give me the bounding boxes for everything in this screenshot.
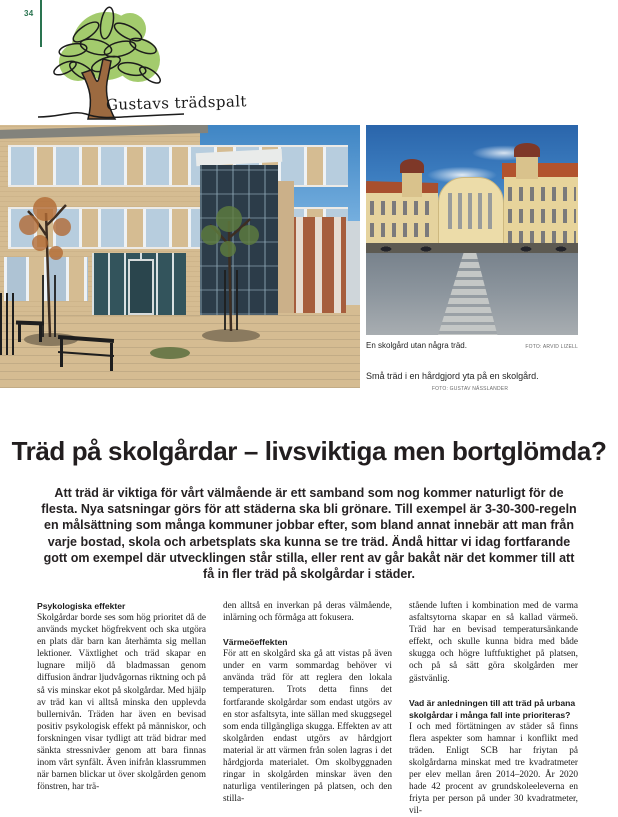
left-photo-caption: Små träd i en hårdgjord yta på en skolgård. xyxy=(366,371,539,381)
right-photo-caption-row xyxy=(366,341,578,350)
bench-leg xyxy=(39,324,42,342)
body-columns xyxy=(37,600,578,817)
body-text: Skolgårdar borde ses som hög prioritet då de används mycket högfrekvent och ska utgöra en plats där barn kan återhämta sig mellan lektioner. Växtlighet och träd skapar en lugnare miljö då bladmassan genom diffusion ändrar ljudvågornas riktning och på så vis minskar ekot på skolgårdar. Med hjälp av träd kan vi alltså minska den upplevda bullernivån. Träden har även en bevisad positiv psykologisk effekt på människor, och forskningen visar tydligt att träd bidrar med sänkta stressnivåer genom att bara finnas inom vårt synfält. Även inifrån klassrummen när barnen blickar ut över skolgården genom fönstren, har trä- xyxy=(37,613,206,793)
window-row xyxy=(370,201,434,215)
window-row xyxy=(370,223,434,237)
right-photo-credit: FOTO: ARVID LIZELL xyxy=(525,344,578,350)
tower xyxy=(402,169,422,197)
schoolyard-photo xyxy=(366,125,578,335)
arched-windows xyxy=(448,193,494,229)
window-row xyxy=(508,187,576,201)
headline: Träd på skolgårdar – livsviktiga men bortglömda? xyxy=(11,436,607,466)
page-number: 34 xyxy=(24,9,34,18)
railing-leg xyxy=(110,343,113,371)
bench-leg xyxy=(18,324,21,342)
body-column-2 xyxy=(223,600,392,817)
building-base-cars xyxy=(366,243,578,253)
window-row xyxy=(508,209,576,223)
column-title: Gustavs trädspalt xyxy=(105,92,248,114)
subheading-why-not-prioritised: Vad är anledningen till att träd på urbana skolgårdar i många fall inte prioriteras? xyxy=(409,697,576,720)
subheading-heat-island: Värmeöeffekten xyxy=(223,637,288,648)
body-text: För att en skolgård ska gå att vistas på även under en varm sommardag behöver vi använda träd för att reglera den lokala temperaturen. Trots detta finns det fortfarande skolgårdar som endast utgörs av en stor asfaltsyta, inte sällan med skuggsegel som enda tillgängliga skugga. Effekten av att skolgården endast utgörs av hårdgjort material är att värmen från solen lagras i det hårdgjorda materialet. Om skolbyggnaden ringar in skolgården minskar även den naturliga ventileringen på platsen, och den stilla- xyxy=(223,649,392,805)
intro-paragraph: Att träd är viktiga för vårt välmående är ett samband som nog kommer naturligt för de flesta. Nya satsningar görs för att städerna ska bli grönare. Till exempel är 3-30-300-regeln en målsättning som många kommuner jobbar efter, som bland annat innebär att man från varje bostad, skola och arbetsplats ska kunna se tre träd. Ändå hittar vi idag fortfarande gott om exempel där utvecklingen står stilla, eller rent av går bakåt när det kommer till att få in fler träd på skolgårdar i städer. xyxy=(41,486,577,582)
subheading-psychological-effects: Psykologiska effekter xyxy=(37,601,126,611)
body-text: den alltså en inverkan på deras välmående, inlärning och förmåga att fokusera. xyxy=(223,601,392,624)
tower-dome xyxy=(400,159,424,173)
body-column-1 xyxy=(37,600,206,817)
tower-dome xyxy=(514,143,540,157)
fence xyxy=(0,293,15,355)
left-photo-credit: FOTO: GUSTAV NÄSSLANDER xyxy=(431,386,509,392)
right-photo-caption: En skolgård utan några träd. xyxy=(366,341,467,350)
body-text: I och med förtätningen av städer så finns flera aspekter som hamnar i konflikt med träden. Enligt SCB har friytan på skolgårdarna minskat med tre kvadratmeter per elev mellan åren 2014–2020. År 2020 hade 42 procent av grundskoleeleverna en friyta per person på under 30 kvadratmeter, vil- xyxy=(409,721,578,817)
school-entrance-photo xyxy=(0,125,360,388)
body-column-3 xyxy=(409,600,578,817)
railing-leg xyxy=(60,339,63,367)
body-text: stående luften i kombination med de varma asfaltsytorna skapar en så kallad värmeö. Träd har en bevisad temperatursänkande effekt, och skulle kunna bidra med både skugga och högre luftfuktighet på platsen, och på så sätt göra skolgården mer gästvänlig. xyxy=(409,601,578,684)
small-trees xyxy=(0,125,360,388)
